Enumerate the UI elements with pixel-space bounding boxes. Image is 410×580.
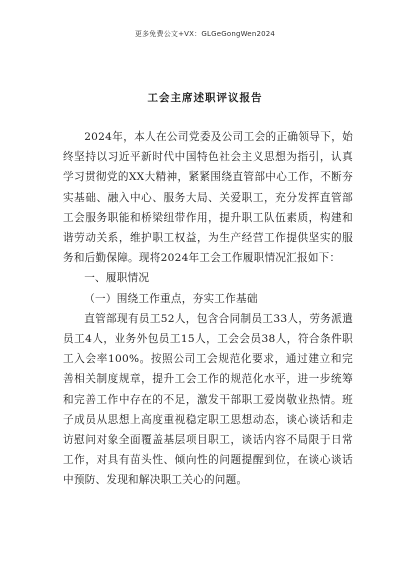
body-paragraph: 直管部现有员工52人，包含合同制员工33人，劳务派遣员工4人，业务外包员工15人，工会会员38人，符合条件职工入会率100%。按照公司工会规范化要求，通过建立和完善相关制度规章，提升工会工作的规范化水平，进一步统筹和完善工作中存在的不足，激发干部职工爱岗敬业热情。班子成员从思想上高度重视稳定职工思想动态，谈心谈话和走访慰问对象全面覆盖基层项目职工，谈话内容不局限于日常工作，对具有苗头性、倾向性的问题提醒到位，在谈心谈话中预防、发现和解决职工关心的问题。 [63,312,353,487]
document-title: 工会主席述职评议报告 [147,92,263,104]
intro-paragraph: 2024年，本人在公司党委及公司工会的正确领导下，始终坚持以习近平新时代中国特色社会主义思想为指引，认真学习贯彻党的XX大精神，紧紧围绕直管部中心工作，不断夯实基础、融入中心、服务大局、关爱职工，充分发挥直管部工会服务职能和桥梁纽带作用，提升职工队伍素质，构建和谐劳动关系，维护职工权益，为生产经营工作提供坚实的服务和后勤保障。现将2024年工会工作履职情况汇报如下： [63,131,353,265]
document-body [63,127,353,491]
section-heading: 一、履职情况 [84,272,150,285]
header-note: 更多免费公文+VX：GLGeGongWen2024 [134,30,276,38]
subsection-heading: （一）围绕工作重点，夯实工作基础 [84,292,258,305]
